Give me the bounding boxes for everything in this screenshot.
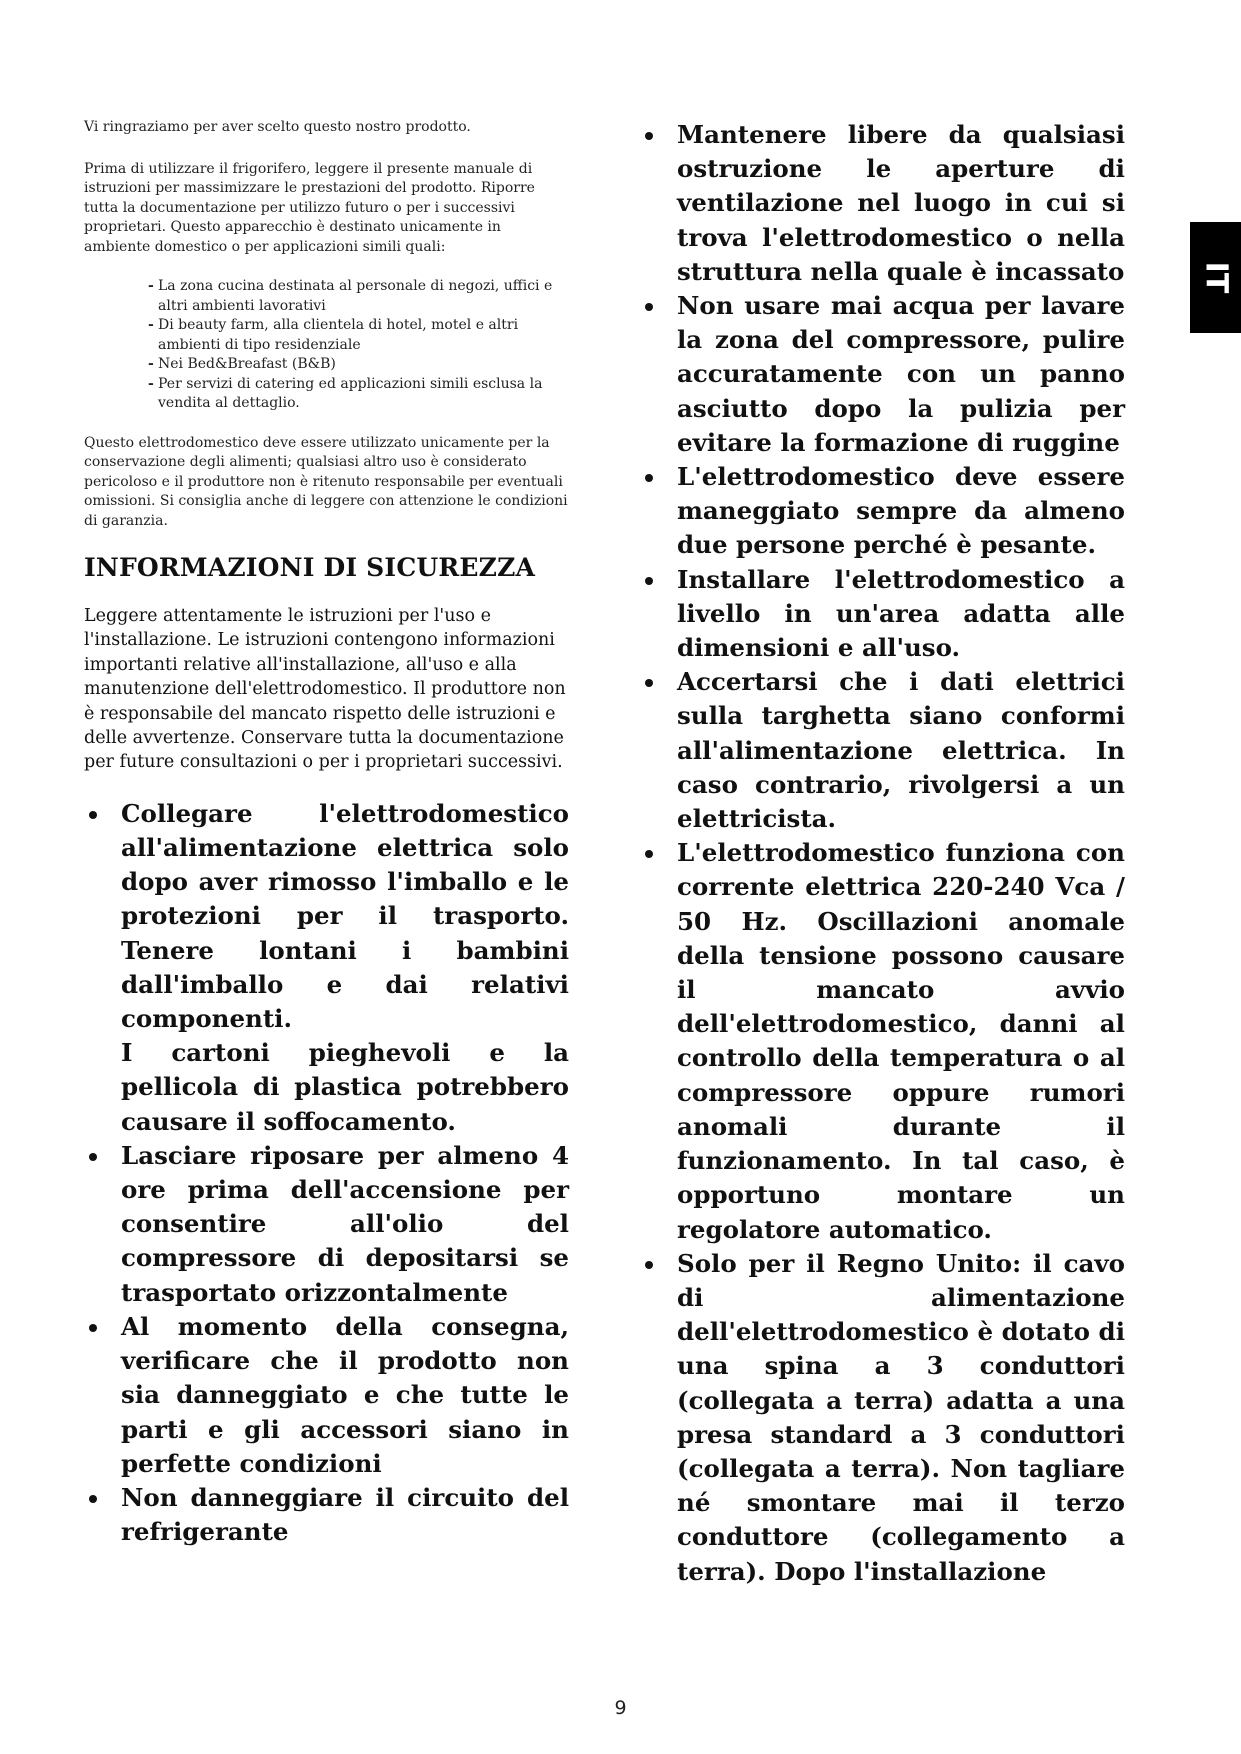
uses-item: - Per servizi di catering ed applicazioni simili esclusa la vendita al dettaglio. bbox=[150, 375, 569, 414]
uses-list bbox=[150, 277, 569, 414]
bullet-item: Lasciare riposare per almeno 4 ore prima dell'accensione per consentire all'olio del compressore di depositarsi se trasportato orizzontalmente bbox=[84, 1139, 569, 1310]
bullet-item: Installare l'elettrodomestico a livello in un'area adatta alle dimensioni e all'uso. bbox=[640, 563, 1125, 666]
bullet-item: Accertarsi che i dati elettrici sulla targhetta siano conformi all'alimentazione elettrica. In caso contrario, rivolgersi a un elettricista. bbox=[640, 665, 1125, 836]
uses-item: - Nei Bed&Breafast (B&B) bbox=[150, 355, 569, 375]
left-column bbox=[84, 118, 569, 1549]
intro-paragraph: Prima di utilizzare il frigorifero, leggere il presente manuale di istruzioni per massimizzare le prestazioni del prodotto. Riporre tutta la documentazione per utilizzo futuro o per i successivi proprietari. Questo apparecchio è destinato unicamente in ambiente domestico o per applicazioni simili quali: bbox=[84, 160, 535, 255]
bullet-item: L'elettrodomestico deve essere maneggiato sempre da almeno due persone perché è pesante. bbox=[640, 460, 1125, 563]
safety-intro: Leggere attentamente le istruzioni per l'uso e l'installazione. Le istruzioni contengono informazioni importanti relative all'installazione, all'uso e alla manutenzione dell'elettrodomestico. Il produttore non è responsabile del mancato rispetto delle istruzioni e delle avvertenze. Conservare tutta la documentazione per future consultazioni o per i proprietari successivi. bbox=[84, 606, 566, 773]
page-number: 9 bbox=[614, 1697, 627, 1719]
uses-item: - Di beauty farm, alla clientela di hotel, motel e altri ambienti di tipo residenziale bbox=[150, 316, 569, 355]
right-column bbox=[640, 118, 1125, 1589]
safety-heading: INFORMAZIONI DI SICUREZZA bbox=[84, 553, 536, 582]
left-bullet-list bbox=[84, 797, 569, 1549]
uses-item: - La zona cucina destinata al personale di negozi, uffici e altri ambienti lavorativi bbox=[150, 277, 569, 316]
bullet-item: Non usare mai acqua per lavare la zona del compressore, pulire accuratamente con un panno asciutto dopo la pulizia per evitare la formazione di ruggine bbox=[640, 289, 1125, 460]
bullet-item: Non danneggiare il circuito del refrigerante bbox=[84, 1481, 569, 1549]
bullet-item: Solo per il Regno Unito: il cavo di alimentazione dell'elettrodomestico è dotato di una spina a 3 conduttori (collegata a terra) adatta a una presa standard a 3 conduttori (collegata a terra). Non tagliare né smontare mai il terzo conduttore (collegamento a terra). Dopo l'installazione bbox=[640, 1247, 1125, 1589]
bullet-text: Collegare l'elettrodomestico all'alimentazione elettrica solo dopo aver rimosso l'imballo e le protezioni per il trasporto. Tenere lontani i bambini dall'imballo e dai relativi componenti. bbox=[121, 798, 569, 1034]
bullet-item: Mantenere libere da qualsiasi ostruzione le aperture di ventilazione nel luogo in cui si trova l'elettrodomestico o nella struttura nella quale è incassato bbox=[640, 118, 1125, 289]
bullet-item bbox=[84, 797, 569, 1139]
right-bullet-list bbox=[640, 118, 1125, 1589]
bullet-text-continued: I cartoni pieghevoli e la pellicola di plastica potrebbero causare il soffocamento. bbox=[121, 1038, 569, 1136]
language-tab bbox=[1190, 222, 1241, 333]
thanks-paragraph: Vi ringraziamo per aver scelto questo nostro prodotto. bbox=[84, 119, 471, 135]
bullet-item: L'elettrodomestico funziona con corrente elettrica 220-240 Vca / 50 Hz. Oscillazioni anomale della tensione possono causare il mancato avvio dell'elettrodomestico, danni al controllo della temperatura o al compressore oppure rumori anomali durante il funzionamento. In tal caso, è opportuno montare un regolatore automatico. bbox=[640, 836, 1125, 1246]
bullet-item: Al momento della consegna, verificare che il prodotto non sia danneggiato e che tutte le parti e gli accessori siano in perfette condizioni bbox=[84, 1310, 569, 1481]
language-tab-label: IT bbox=[1197, 261, 1233, 294]
usage-note: Questo elettrodomestico deve essere utilizzato unicamente per la conservazione degli alimenti; qualsiasi altro uso è considerato pericoloso e il produttore non è ritenuto responsabile per eventuali omissioni. Si consiglia anche di leggere con attenzione le condizioni di garanzia. bbox=[84, 434, 568, 529]
